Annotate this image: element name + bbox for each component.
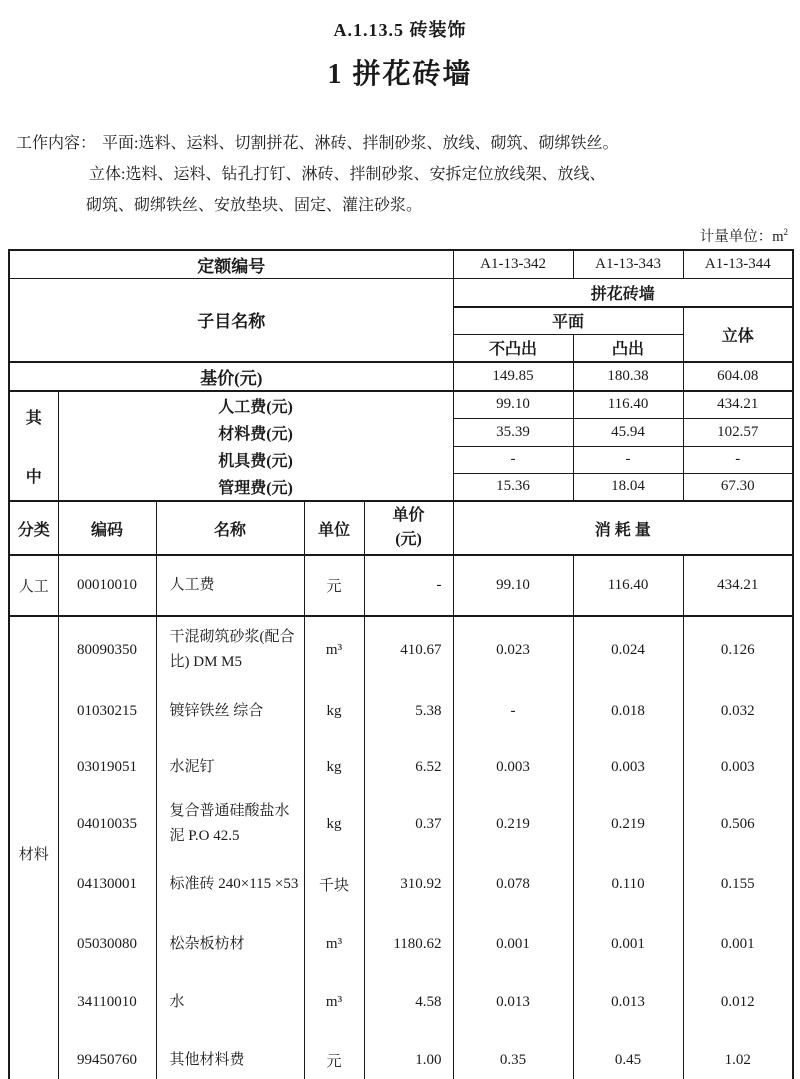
measure-unit-value: m <box>772 229 784 245</box>
item-name-label: 子目名称 <box>9 278 453 362</box>
plane-sub-1: 不凸出 <box>453 334 573 362</box>
material-value-1: - <box>453 683 573 739</box>
page-title: 1 拼花砖墙 <box>327 59 473 90</box>
among-material-3: 102.57 <box>683 418 793 446</box>
quota-no-1: A1-13-342 <box>453 250 573 278</box>
among-machine-2: - <box>573 446 683 473</box>
material-price: 6.52 <box>364 739 453 795</box>
among-labor-1: 99.10 <box>453 391 573 418</box>
base-price-label: 基价(元) <box>9 362 453 391</box>
work-content-line-1 <box>0 128 800 159</box>
material-unit: kg <box>304 739 364 795</box>
material-price: 0.37 <box>364 795 453 853</box>
material-value-3: 0.126 <box>683 616 793 683</box>
material-value-1: 0.003 <box>453 739 573 795</box>
quota-table <box>8 249 794 1079</box>
quota-no-3: A1-13-344 <box>683 250 793 278</box>
material-unit: m³ <box>304 973 364 1031</box>
material-price: 1.00 <box>364 1031 453 1079</box>
among-management-label: 管理费(元) <box>58 473 453 501</box>
material-unit: m³ <box>304 915 364 973</box>
material-row <box>9 616 793 683</box>
quota-no-2: A1-13-343 <box>573 250 683 278</box>
work-content-label: 工作内容： <box>16 135 97 152</box>
material-row <box>9 853 793 915</box>
measure-unit-note <box>0 225 800 246</box>
material-value-1: 0.023 <box>453 616 573 683</box>
among-material-1: 35.39 <box>453 418 573 446</box>
material-code: 04010035 <box>58 795 156 853</box>
material-row <box>9 1031 793 1079</box>
material-name: 复合普通硅酸盐水泥 P.O 42.5 <box>156 795 304 853</box>
material-value-3: 0.032 <box>683 683 793 739</box>
among-char-2: 中 <box>25 469 42 486</box>
material-name: 标准砖 240×115 ×53 <box>156 853 304 915</box>
col-category: 分类 <box>9 501 58 555</box>
quota-no-row <box>9 250 793 278</box>
material-value-2: 0.001 <box>573 915 683 973</box>
material-value-3: 0.155 <box>683 853 793 915</box>
among-label <box>9 391 58 501</box>
among-material-2: 45.94 <box>573 418 683 446</box>
material-name: 镀锌铁丝 综合 <box>156 683 304 739</box>
material-value-1: 0.078 <box>453 853 573 915</box>
among-management-3: 67.30 <box>683 473 793 501</box>
labor-value-3: 434.21 <box>683 555 793 616</box>
material-price: 310.92 <box>364 853 453 915</box>
material-unit: 元 <box>304 1031 364 1079</box>
among-label-stack <box>10 400 58 492</box>
material-code: 34110010 <box>58 973 156 1031</box>
among-management-1: 15.36 <box>453 473 573 501</box>
material-value-2: 0.024 <box>573 616 683 683</box>
solid-label: 立体 <box>683 307 793 362</box>
labor-value-2: 116.40 <box>573 555 683 616</box>
material-value-1: 0.001 <box>453 915 573 973</box>
col-price <box>364 501 453 555</box>
material-name: 松杂板枋材 <box>156 915 304 973</box>
material-unit: m³ <box>304 616 364 683</box>
work-content-plane: 平面:选料、运料、切割拼花、淋砖、拌制砂浆、放线、砌筑、砌绑铁丝。 <box>102 135 619 152</box>
among-machine-1: - <box>453 446 573 473</box>
labor-row <box>9 555 793 616</box>
item-group-row <box>9 278 793 307</box>
material-category: 材料 <box>9 616 58 1079</box>
material-value-2: 0.013 <box>573 973 683 1031</box>
plane-sub-2: 凸出 <box>573 334 683 362</box>
col-unit: 单位 <box>304 501 364 555</box>
material-name: 干混砌筑砂浆(配合比) DM M5 <box>156 616 304 683</box>
col-price-line2: (元) <box>395 531 422 548</box>
base-price-row <box>9 362 793 391</box>
material-value-2: 0.110 <box>573 853 683 915</box>
material-value-2: 0.018 <box>573 683 683 739</box>
material-code: 99450760 <box>58 1031 156 1079</box>
material-value-2: 0.45 <box>573 1031 683 1079</box>
material-value-2: 0.003 <box>573 739 683 795</box>
labor-value-1: 99.10 <box>453 555 573 616</box>
measure-unit-sup: 2 <box>783 227 788 238</box>
item-group-cell: 拼花砖墙 <box>453 278 793 307</box>
labor-price: - <box>364 555 453 616</box>
material-code: 04130001 <box>58 853 156 915</box>
among-char-1: 其 <box>25 410 42 427</box>
material-price: 1180.62 <box>364 915 453 973</box>
base-price-1: 149.85 <box>453 362 573 391</box>
material-row <box>9 683 793 739</box>
material-code: 80090350 <box>58 616 156 683</box>
labor-name: 人工费 <box>156 555 304 616</box>
material-code: 01030215 <box>58 683 156 739</box>
section-code: A.1.13.5 砖装饰 <box>333 20 467 40</box>
material-value-1: 0.35 <box>453 1031 573 1079</box>
material-price: 4.58 <box>364 973 453 1031</box>
among-labor-3: 434.21 <box>683 391 793 418</box>
material-code: 03019051 <box>58 739 156 795</box>
material-unit: kg <box>304 683 364 739</box>
measure-unit-label: 计量单位： <box>699 229 773 245</box>
material-value-3: 0.001 <box>683 915 793 973</box>
material-code: 05030080 <box>58 915 156 973</box>
material-value-3: 0.003 <box>683 739 793 795</box>
plane-label: 平面 <box>453 307 683 334</box>
base-price-2: 180.38 <box>573 362 683 391</box>
among-row-material <box>9 418 793 446</box>
material-row <box>9 973 793 1031</box>
material-name: 水泥钉 <box>156 739 304 795</box>
among-machine-3: - <box>683 446 793 473</box>
labor-code: 00010010 <box>58 555 156 616</box>
material-row <box>9 739 793 795</box>
work-content <box>0 128 800 221</box>
among-labor-label: 人工费(元) <box>58 391 453 418</box>
material-unit: 千块 <box>304 853 364 915</box>
material-value-3: 0.012 <box>683 973 793 1031</box>
labor-category: 人工 <box>9 555 58 616</box>
among-labor-2: 116.40 <box>573 391 683 418</box>
material-value-1: 0.013 <box>453 973 573 1031</box>
col-name: 名称 <box>156 501 304 555</box>
work-content-line-3: 砌筑、砌绑铁丝、安放垫块、固定、灌注砂浆。 <box>86 197 423 214</box>
col-code: 编码 <box>58 501 156 555</box>
material-value-1: 0.219 <box>453 795 573 853</box>
material-unit: kg <box>304 795 364 853</box>
among-machine-label: 机具费(元) <box>58 446 453 473</box>
among-row-labor <box>9 391 793 418</box>
material-value-2: 0.219 <box>573 795 683 853</box>
material-name: 其他材料费 <box>156 1031 304 1079</box>
col-consumption: 消 耗 量 <box>453 501 793 555</box>
material-price: 410.67 <box>364 616 453 683</box>
among-management-2: 18.04 <box>573 473 683 501</box>
work-content-line-2: 立体:选料、运料、钻孔打钉、淋砖、拌制砂浆、安拆定位放线架、放线、 <box>89 166 606 183</box>
material-row <box>9 915 793 973</box>
among-material-label: 材料费(元) <box>58 418 453 446</box>
among-row-machine <box>9 446 793 473</box>
material-value-3: 0.506 <box>683 795 793 853</box>
col-price-line1: 单价 <box>392 507 425 524</box>
material-name: 水 <box>156 973 304 1031</box>
base-price-3: 604.08 <box>683 362 793 391</box>
columns-header-row <box>9 501 793 555</box>
labor-unit: 元 <box>304 555 364 616</box>
material-price: 5.38 <box>364 683 453 739</box>
quota-no-label: 定额编号 <box>9 250 453 278</box>
material-row <box>9 795 793 853</box>
among-row-management <box>9 473 793 501</box>
material-value-3: 1.02 <box>683 1031 793 1079</box>
